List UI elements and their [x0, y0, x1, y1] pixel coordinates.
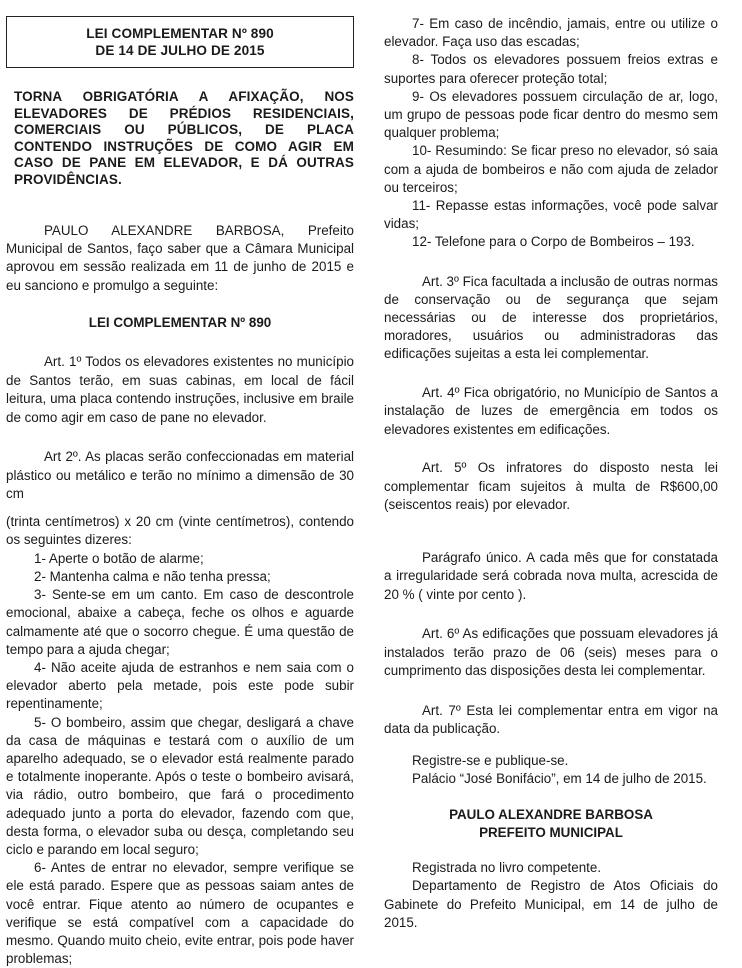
list-item: 3- Sente-se em um canto. Em caso de descontrole emocional, abaixe a cabeça, feche os olhos e aguarde calmamente até que o socorro chegue. É uma questão de tempo para a ajuda chegar; [6, 587, 354, 657]
article-5: Art. 5º Os infratores do disposto nesta lei complementar ficam sujeitos à multa de R$600,00 (seiscentos reais) por elevador. [384, 460, 718, 513]
article-7: Art. 7º Esta lei complementar entra em vigor na data da publicação. [384, 702, 718, 737]
article-3: Art. 3º Fica facultada a inclusão de outras normas de conservação ou de segurança que sejam necessárias ou de interesse dos proprietários, moradores, usuários ou administradoras das edificações sujeitas a esta lei complementar. [384, 273, 718, 362]
article-2-part-a: Art 2º. As placas serão confeccionadas em material plástico ou metálico e terão no mínimo a dimensão de 30 cm [6, 449, 354, 502]
law-title: LEI COMPLEMENTAR Nº 890 [88, 314, 272, 330]
list-item: 6- Antes de entrar no elevador, sempre verifique se ele está parado. Espere que as pessoas saiam antes de você entrar. Fique atento ao número de ocupantes e verifique se está compatível com a capacidade do mesmo. Quando muito cheio, evite entrar, pois pode haver problemas; [6, 860, 354, 967]
list-item: 12- Telefone para o Corpo de Bombeiros – 193. [412, 234, 695, 250]
list-item: 8- Todos os elevadores possuem freios extras e suportes para oferecer proteção total; [384, 52, 718, 86]
article-2-part-b: (trinta centímetros) x 20 cm (vinte centímetros), contendo os seguintes dizeres: [6, 513, 354, 548]
registrada-line: Registrada no livro competente. [412, 859, 602, 875]
law-ementa: TORNA OBRIGATÓRIA A AFIXAÇÃO, NOS ELEVADORES DE PRÉDIOS RESIDENCIAIS, COMERCIAIS OU PÚBLICOS, DE PLACA CONTENDO INSTRUÇÕES DE COMO AGIR EM CASO DE PANE EM ELEVADOR, E DÁ OUTRAS PROVIDÊNCIAS. [14, 89, 354, 187]
signer-title: PREFEITO MUNICIPAL [479, 825, 623, 841]
right-column [384, 0, 718, 933]
departamento-line: Departamento de Registro de Atos Oficiais do Gabinete do Prefeito Municipal, em 14 de julho de 2015. [384, 878, 718, 931]
article-4: Art. 4º Fica obrigatório, no Município de Santos a instalação de luzes de emergência em todos os elevadores existentes em edificações. [384, 384, 718, 437]
instructions-list-right [384, 15, 718, 252]
list-item: 7- Em caso de incêndio, jamais, entre ou utilize o elevador. Faça uso das escadas; [384, 16, 718, 50]
instructions-list-left [6, 550, 354, 968]
paragrafo-unico: Parágrafo único. A cada mês que for constatada a irregularidade será cobrada nova multa, acrescida de 20 % ( vinte por cento ). [384, 549, 718, 602]
article-6: Art. 6º As edificações que possuam elevadores já instalados terão prazo de 06 (seis) meses para o cumprimento das disposições desta lei complementar. [384, 626, 718, 679]
left-column [6, 0, 354, 968]
signer-name: PAULO ALEXANDRE BARBOSA [449, 806, 653, 822]
list-item: 11- Repasse estas informações, você pode salvar vidas; [384, 198, 718, 232]
article-1: Art. 1º Todos os elevadores existentes no município de Santos terão, em suas cabinas, em local de fácil leitura, uma placa contendo instruções, inclusive em braile de como agir em caso de pane no elevador. [6, 354, 354, 425]
palacio-line: Palácio “José Bonifácio”, em 14 de julho de 2015. [412, 771, 707, 787]
registre-line: Registre-se e publique-se. [412, 752, 569, 768]
law-header-date: DE 14 DE JULHO DE 2015 [95, 43, 265, 58]
list-item: 1- Aperte o botão de alarme; [34, 550, 204, 566]
list-item: 5- O bombeiro, assim que chegar, desligará a chave da casa de máquinas e testará com o auxílio de um aparelho adequado, se o elevador está realmente parado e totalmente inoperante. Após o teste o bombeiro avisará, via rádio, outro bombeiro, que fará o procedimento adequado junto a porta do elevador, fazendo com que, desta forma, o elevador suba ou desça, completando seu ciclo e parando em local seguro; [6, 714, 354, 858]
law-header-box [6, 16, 354, 68]
list-item: 4- Não aceite ajuda de estranhos e nem saia com o elevador aberto pela metade, pois este pode subir repentinamente; [6, 660, 354, 712]
preamble: PAULO ALEXANDRE BARBOSA, Prefeito Municipal de Santos, faço saber que a Câmara Municipal aprovou em sessão realizada em 11 de junho de 2015 e eu sanciono e promulgo a seguinte: [6, 223, 354, 293]
list-item: 2- Mantenha calma e não tenha pressa; [34, 569, 271, 585]
list-item: 9- Os elevadores possuem circulação de ar, logo, um grupo de pessoas pode ficar dentro do mesmo sem qualquer problema; [384, 88, 718, 141]
law-header-number: LEI COMPLEMENTAR Nº 890 [86, 26, 274, 41]
list-item: 10- Resumindo: Se ficar preso no elevador, só saia com a ajuda de bombeiros e não com ajuda de zelador ou terceiros; [384, 143, 718, 195]
